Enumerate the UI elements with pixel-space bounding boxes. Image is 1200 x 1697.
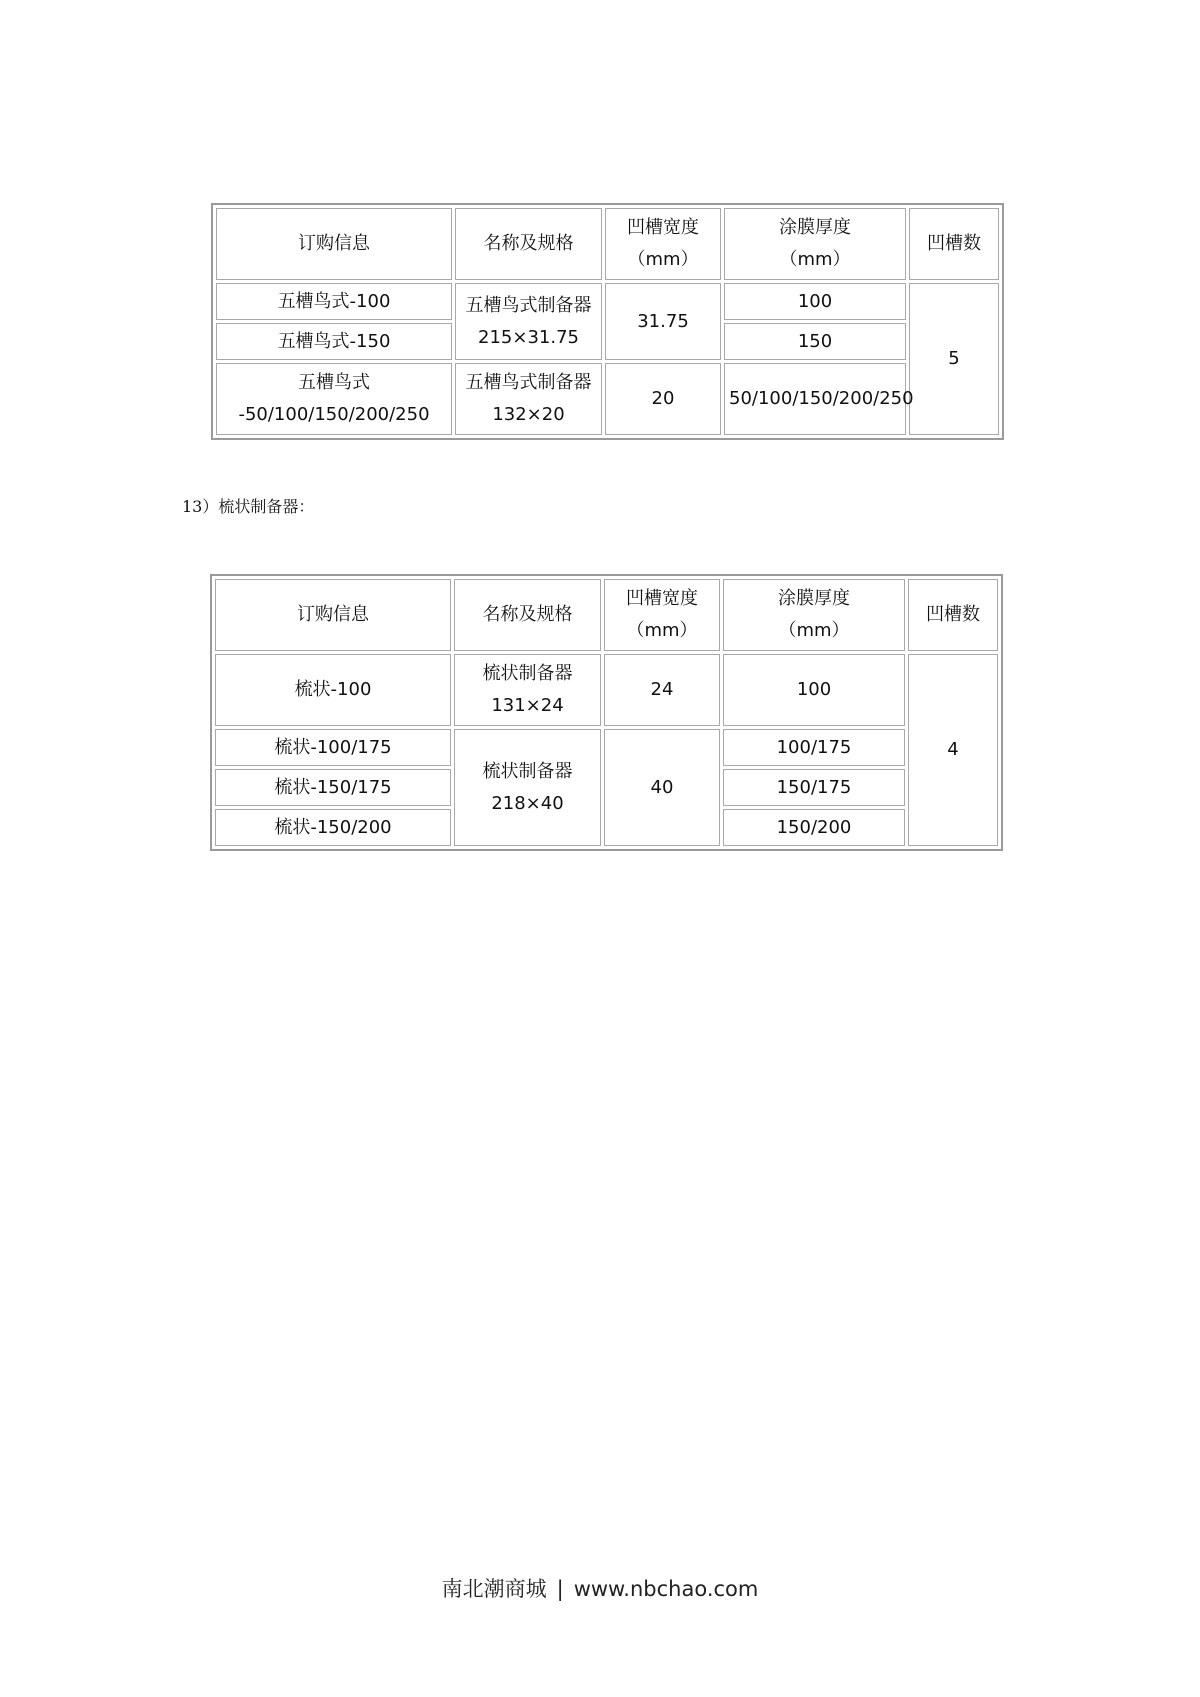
groove-count-cell: 4	[908, 654, 998, 846]
order-info-cell: 梳状-150/175	[215, 769, 451, 806]
coating-thickness-cell: 150/175	[723, 769, 905, 806]
header-groove-count: 凹槽数	[908, 579, 998, 651]
table-row	[215, 729, 998, 766]
order-info-cell: 五槽鸟式 -50/100/150/200/250	[216, 363, 452, 435]
order-info-cell: 梳状-100/175	[215, 729, 451, 766]
name-spec-cell: 梳状制备器 131×24	[454, 654, 601, 726]
name-spec-cell: 五槽鸟式制备器 132×20	[455, 363, 602, 435]
coating-thickness-cell: 150/200	[723, 809, 905, 846]
groove-width-cell: 40	[604, 729, 720, 846]
coating-thickness-cell: 100	[724, 283, 906, 320]
order-info-cell: 梳状-150/200	[215, 809, 451, 846]
groove-width-cell: 20	[605, 363, 721, 435]
header-name-spec: 名称及规格	[455, 208, 602, 280]
groove-width-cell: 24	[604, 654, 720, 726]
groove-width-cell: 31.75	[605, 283, 721, 360]
coating-thickness-cell: 50/100/150/200/250	[724, 363, 906, 435]
header-order-info: 订购信息	[215, 579, 451, 651]
order-info-cell: 五槽鸟式-100	[216, 283, 452, 320]
coating-thickness-cell: 100/175	[723, 729, 905, 766]
spec-table-comb	[210, 574, 1003, 851]
header-coating-thickness: 涂膜厚度 （mm）	[723, 579, 905, 651]
coating-thickness-cell: 100	[723, 654, 905, 726]
section-caption: 13）梳状制备器：	[182, 497, 315, 516]
header-groove-width: 凹槽宽度 （mm）	[605, 208, 721, 280]
footer-separator: |	[556, 1577, 564, 1601]
footer-url-link[interactable]: www.nbchao.com	[573, 1577, 759, 1601]
name-spec-cell: 梳状制备器 218×40	[454, 729, 601, 846]
header-coating-thickness: 涂膜厚度 （mm）	[724, 208, 906, 280]
table-row	[215, 654, 998, 726]
groove-count-cell: 5	[909, 283, 999, 435]
header-name-spec: 名称及规格	[454, 579, 601, 651]
name-spec-cell: 五槽鸟式制备器 215×31.75	[455, 283, 602, 360]
coating-thickness-cell: 150	[724, 323, 906, 360]
header-groove-count: 凹槽数	[909, 208, 999, 280]
spec-table-bird	[211, 203, 1004, 440]
order-info-cell: 梳状-100	[215, 654, 451, 726]
header-order-info: 订购信息	[216, 208, 452, 280]
order-info-cell: 五槽鸟式-150	[216, 323, 452, 360]
header-groove-width: 凹槽宽度 （mm）	[604, 579, 720, 651]
page-footer	[0, 1573, 1200, 1603]
table-header-row	[216, 208, 999, 280]
footer-site-name: 南北潮商城	[441, 1577, 547, 1601]
table-row	[216, 363, 999, 435]
table-row	[216, 283, 999, 320]
table-header-row	[215, 579, 998, 651]
